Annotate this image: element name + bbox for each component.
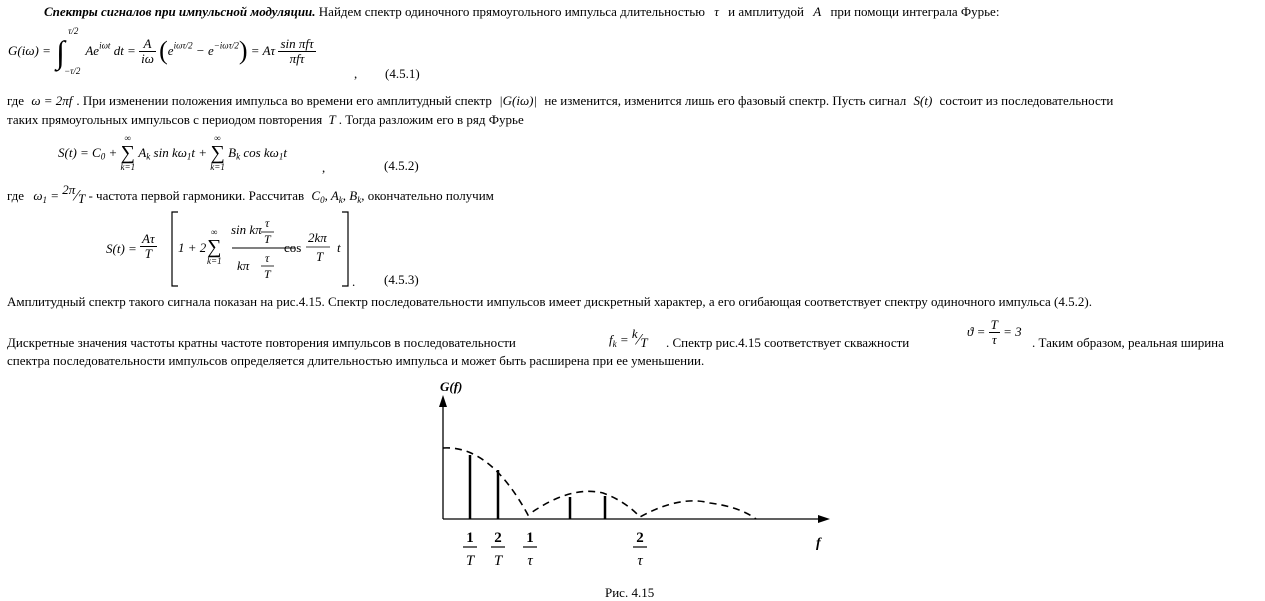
eq453-sum-top: ∞ — [211, 227, 218, 237]
eq453-inner-num-tau: τ — [265, 216, 270, 230]
figure-caption: Рис. 4.15 — [605, 585, 655, 600]
theta-den: τ — [991, 331, 997, 347]
eq453-frac-den: T — [144, 245, 152, 261]
para1-text2: не изменится, изменится лишь его фазовый спектр. Пусть сигнал — [544, 93, 907, 108]
eq452-t2: t — [283, 144, 287, 160]
eq452-cos: cos kω — [243, 144, 279, 160]
eq451-exp-a-power: iωτ/2 — [173, 40, 193, 51]
section-heading: Спектры сигналов при импульсной модуляции. — [44, 4, 316, 19]
eq453-t: t — [337, 240, 341, 255]
integral-sign: ∫ τ/2 −τ/2 — [56, 26, 81, 76]
eq452-comma: , — [322, 160, 326, 175]
y-axis-arrow — [439, 395, 447, 407]
fk-num: k — [631, 326, 638, 341]
coef-A: , A — [324, 188, 339, 204]
para1-line1 — [7, 93, 1113, 109]
para1-where: где — [7, 93, 25, 108]
eq452-t1: t + — [191, 144, 208, 160]
eq452-term2-sub: k — [236, 151, 241, 162]
fk-sub: k — [612, 338, 617, 349]
svg-text:2: 2 — [494, 530, 502, 546]
para2-where: где — [7, 188, 25, 204]
eq451-dt: dt = — [113, 42, 136, 58]
omega-definition: ω = 2πf — [31, 93, 73, 108]
eq451-sinc-num: sin πfτ — [280, 35, 314, 51]
intro-line — [44, 4, 999, 20]
intro-text-b: и амплитудой — [728, 4, 804, 19]
amplitude-symbol: A — [813, 4, 822, 19]
eq452-plus: + — [108, 144, 118, 160]
para4-text2: . Спектр рис.4.15 соответствует скважности — [666, 335, 910, 350]
tau-symbol: τ — [714, 4, 719, 19]
eq453-sum: ∞ ∑ k=1 — [207, 227, 222, 266]
period-symbol: T — [328, 112, 336, 127]
para1-line2 — [7, 112, 524, 128]
eq451-sinc — [278, 37, 315, 65]
eq453-inner-den: kπ — [237, 258, 250, 273]
eq453-inner-num-T: T — [264, 232, 271, 246]
coef-B-sub: k — [357, 194, 362, 205]
equation-4-5-3 — [106, 210, 157, 288]
eq452-lhs: S(t) = C — [58, 144, 101, 160]
eq453-lhs: S(t) = — [106, 241, 137, 257]
eq451-exponent: iωt — [99, 40, 111, 51]
intro-text-a: Найдем спектр одиночного прямоугольного импульса длительностью — [318, 4, 705, 19]
eq451-lhs: G(iω) = — [8, 42, 51, 58]
theta-formula — [967, 318, 1022, 354]
eq451-integrand: Ae — [85, 42, 100, 58]
y-axis-label: G(f) — [440, 379, 463, 394]
x-axis-label: f — [816, 536, 821, 551]
coef-B: , B — [342, 188, 358, 204]
eq452-w1-sub-2: 1 — [278, 151, 284, 162]
svg-text:T: T — [493, 553, 503, 569]
svg-text:τ: τ — [527, 553, 533, 569]
theta-symbol: ϑ = — [967, 324, 986, 340]
para2-text1: - частота первой гармоники. Рассчитав — [88, 188, 305, 204]
intro-text-c: при помощи интеграла Фурье: — [830, 4, 1000, 19]
eq453-frac-num: Aτ — [142, 231, 155, 246]
eq452-term2: B — [228, 144, 237, 160]
fk-formula: $f_k$ = k⁄T — [609, 326, 648, 350]
eq453-cos-den: T — [316, 249, 324, 264]
sum1-bottom: k=1 — [120, 162, 136, 172]
theta-value: = 3 — [1003, 324, 1022, 340]
svg-text:τ: τ — [637, 553, 643, 569]
para4-line2: спектра последовательности импульсов определяется длительностью импульса и может быть расширена при ее уменьшении. — [7, 353, 705, 368]
eq453-cos-num: 2kπ — [308, 230, 327, 245]
tick-label-1-tau — [523, 530, 537, 569]
theta-num: T — [990, 317, 998, 332]
para2-text2: , окончательно получим — [361, 188, 494, 204]
eq452-sum-1: ∞ ∑ k=1 — [120, 133, 136, 172]
coef-A-sub: k — [338, 194, 343, 205]
para2-line: где $\omega_1$ = 2π⁄T - частота первой гармоники. Рассчитав $C_0$, $A_k$, $B_k$, окончательно получим — [7, 182, 494, 206]
svg-text:1: 1 — [526, 530, 534, 546]
eq452-number: (4.5.2) — [384, 158, 419, 173]
eq451-exp-b: e — [207, 42, 214, 58]
para1-text3: состоит из последовательности — [939, 93, 1114, 108]
eq451-frac-num: A — [139, 37, 156, 52]
coef-C: C — [311, 188, 321, 204]
fk-symbol: f — [609, 332, 613, 348]
eq452-sum-2: ∞ ∑ k=1 — [210, 133, 225, 172]
equation-4-5-2 — [58, 134, 287, 178]
para4-text3: . Таким образом, реальная ширина — [1032, 335, 1224, 350]
eq453-cos: cos — [284, 240, 302, 255]
eq453-inner-den-tau: τ — [265, 251, 270, 265]
eq453-dot: . — [352, 274, 356, 289]
sum2-bottom: k=1 — [210, 162, 225, 172]
tick-label-1-T — [463, 530, 477, 569]
eq452-term1-sub: k — [146, 151, 151, 162]
svg-text:2: 2 — [636, 530, 644, 546]
eq453-sum-bottom: k=1 — [207, 256, 222, 266]
abs-G-symbol: |G(iω)| — [499, 93, 538, 108]
para3: Амплитудный спектр такого сигнала показан на рис.4.15. Спектр последовательности импульсов имеет дискретный характер, а его огибающая соответствует спектру одиночного импульса (4.5.2). — [7, 294, 1092, 309]
omega1-symbol: ω — [33, 188, 43, 204]
eq452-w1-sub: 1 — [186, 151, 192, 162]
tick-label-2-tau — [633, 530, 647, 569]
eq453-number: (4.5.3) — [384, 272, 419, 287]
eq453-fraction — [140, 232, 157, 260]
para1-line2b: . Тогда разложим его в ряд Фурье — [338, 112, 524, 127]
eq452-term1: A — [138, 144, 147, 160]
x-axis-arrow — [818, 515, 830, 523]
sum1-top: ∞ — [124, 133, 131, 143]
tick-label-2-T — [491, 530, 505, 569]
eq451-number: (4.5.1) — [385, 66, 420, 81]
spectrum-envelope — [443, 448, 756, 519]
para2-den: T — [77, 190, 86, 206]
theta-fraction — [989, 318, 1000, 346]
fk-eq: = — [619, 332, 629, 348]
eq452-c0-sub: 0 — [100, 151, 106, 162]
equation-4-5-1: G(iω) = ∫ τ/2 −τ/2 $Ae^{i\omega t}$ dt = $\frac{A}{i\omega}$ $(e^{i\omega\tau/2} - e^{-i\omega\tau/2}) = A\tau$ $\frac{\text{sin πfτ}}{\text{πfτ}}$ — [8, 26, 314, 76]
para1-line2a: таких прямоугольных импульсов с периодом повторения — [7, 112, 323, 127]
integral-lower-limit: −τ/2 — [64, 66, 81, 76]
eq451-fraction — [139, 37, 156, 65]
para4-text1: Дискретные значения частоты кратны частоте повторения импульсов в последовательности — [7, 335, 516, 350]
eq453-inner-num: sin kπ — [231, 222, 262, 237]
signal-symbol: S(t) — [913, 93, 933, 108]
sum2-top: ∞ — [214, 133, 221, 143]
para2-eq: = — [50, 188, 60, 204]
eq451-frac-den: iω — [141, 50, 154, 66]
eq453-inner-den-T: T — [264, 267, 271, 281]
eq451-exp-a: e — [167, 42, 174, 58]
para2-num: 2π — [62, 182, 76, 197]
eq451-exp-b-power: −iωτ/2 — [213, 40, 239, 51]
eq453-one-plus: 1 + 2 — [178, 240, 207, 255]
omega1-sub: 1 — [42, 194, 48, 205]
svg-text:1: 1 — [466, 530, 474, 546]
fk-den: T — [640, 334, 648, 350]
para1-text1: . При изменении положения импульса во времени его амплитудный спектр — [76, 93, 492, 108]
eq451-minus: − — [195, 42, 205, 58]
eq451-comma: , — [354, 66, 358, 81]
integral-upper-limit: τ/2 — [68, 26, 79, 36]
coef-C-sub: 0 — [320, 194, 325, 205]
eq452-sin: sin kω — [153, 144, 187, 160]
svg-text:T: T — [465, 553, 475, 569]
figure-4-15 — [420, 375, 860, 600]
eq451-middle: = Aτ — [250, 42, 276, 58]
eq451-sinc-den: πfτ — [289, 50, 305, 66]
